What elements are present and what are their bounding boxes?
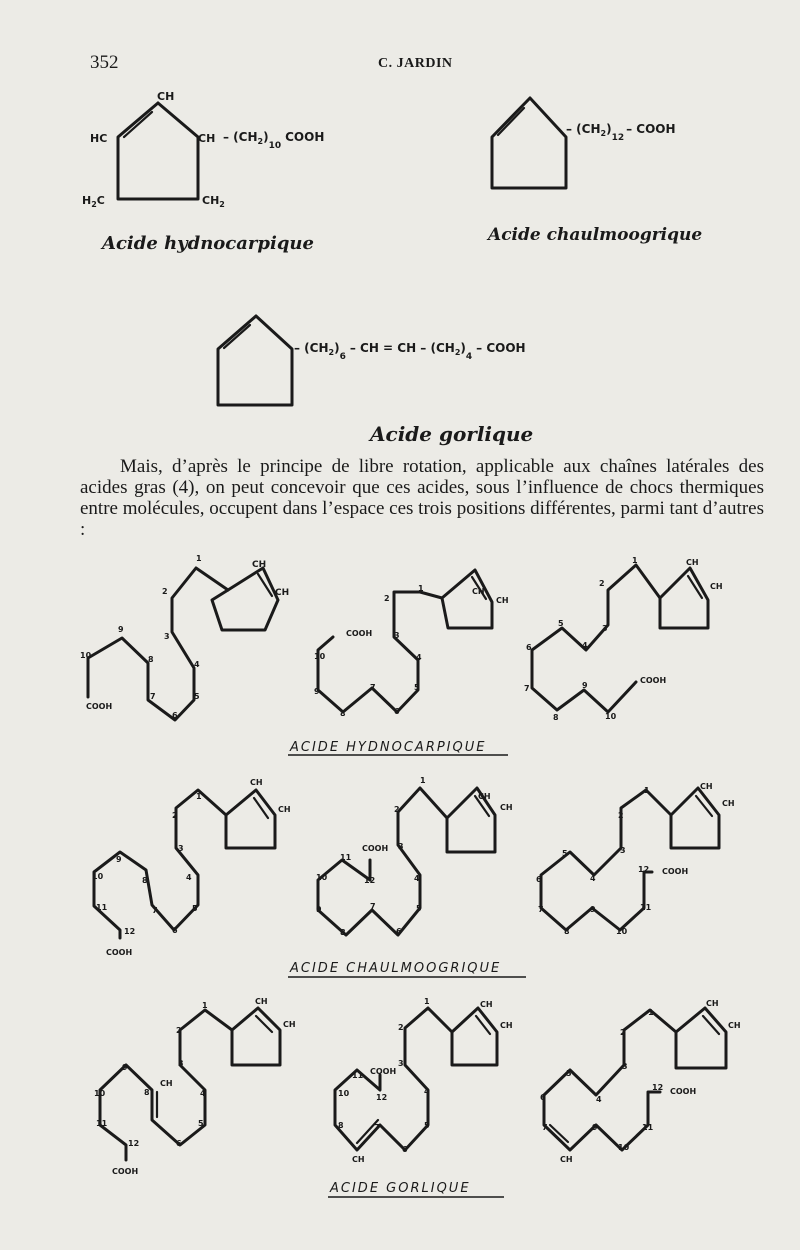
locant: 9 (314, 687, 320, 696)
locant: 6 (540, 1093, 546, 1102)
locant: 12 (128, 1139, 140, 1148)
locant: 9 (582, 681, 588, 690)
label-ch: CH (255, 997, 268, 1006)
label-ch: CH (706, 999, 719, 1008)
chain (544, 1010, 676, 1150)
structure-1b (314, 570, 509, 718)
caption-row-hydnocarpique: ACIDE HYDNOCARPIQUE (290, 740, 487, 755)
locant: 11 (352, 1071, 364, 1080)
locant: 7 (542, 1123, 548, 1132)
label-ch: CH (472, 587, 485, 596)
chain (88, 568, 228, 720)
atom-ch2: $CH_2$ (202, 194, 225, 209)
locant: 1 (196, 554, 202, 563)
locant: 6 (172, 926, 178, 935)
locant: 6 (396, 927, 402, 936)
label-ch: CH (710, 582, 723, 591)
formula-chaulmoogrique (486, 98, 702, 245)
locant: 11 (340, 853, 352, 862)
locant: 5 (562, 849, 568, 858)
locant: 6 (176, 1139, 182, 1148)
locant: 1 (418, 584, 424, 593)
locant: 11 (96, 1119, 108, 1128)
locant: 3 (178, 1059, 184, 1068)
locant: 5 (566, 1069, 572, 1078)
locant: 10 (338, 1089, 350, 1098)
caption-hydnocarpique: Acide hydnocarpique (102, 233, 314, 254)
locant: 6 (526, 643, 532, 652)
atom-h2c: $H_2C$ (82, 194, 105, 209)
double-bond (224, 325, 250, 348)
label-cooh: COOH (112, 1167, 139, 1176)
locant: 3 (178, 844, 184, 853)
page-number: 352 (90, 52, 119, 73)
label-ch: CH (352, 1155, 365, 1164)
structure-3b (335, 997, 513, 1164)
locant: 6 (394, 707, 400, 716)
label-ch: CH (722, 799, 735, 808)
locant: 2 (394, 805, 400, 814)
locant: 10 (92, 872, 104, 881)
locant: 10 (94, 1089, 106, 1098)
label-ch: CH (500, 1021, 513, 1030)
locant: 3 (620, 846, 626, 855)
locant: 10 (618, 1143, 630, 1152)
locant: 7 (538, 905, 544, 914)
label-cooh: COOH (370, 1067, 397, 1076)
locant: 8 (144, 1088, 150, 1097)
locant: 5 (194, 692, 200, 701)
label-cooh: COOH (346, 629, 373, 638)
double-bond (498, 108, 524, 135)
ring-bonds (218, 316, 292, 405)
locant: 3 (622, 1062, 628, 1071)
ring (676, 1008, 726, 1068)
locant: 4 (582, 641, 588, 650)
double-bond (696, 796, 712, 816)
structure-3c (540, 999, 741, 1164)
locant: 5 (424, 1121, 430, 1130)
locant: 2 (384, 594, 390, 603)
label-cooh: COOH (670, 1087, 697, 1096)
locant: 9 (592, 1123, 598, 1132)
label-cooh: COOH (362, 844, 389, 853)
label-ch: CH (728, 1021, 741, 1030)
label-ch: CH (700, 782, 713, 791)
locant: 12 (638, 865, 650, 874)
locant: 3 (398, 842, 404, 851)
locant: 11 (640, 903, 652, 912)
locant: 4 (414, 874, 420, 883)
label-ch: CH (278, 805, 291, 814)
label-ch: CH (478, 792, 491, 801)
atom-ch: CH (198, 132, 216, 145)
formula-gorlique (218, 316, 533, 446)
locant: 5 (192, 904, 198, 913)
locant: 8 (148, 655, 154, 664)
locant: 3 (164, 632, 170, 641)
structure-1a (80, 554, 289, 720)
locant: 1 (420, 776, 426, 785)
locant: 5 (198, 1119, 204, 1128)
label-ch: CH (250, 778, 263, 787)
chain-hydnocarpique: – $(CH_2)_{10}COOH$ (223, 130, 325, 151)
locant: 4 (416, 653, 422, 662)
locant: 7 (374, 1123, 380, 1132)
ring-bonds (118, 103, 198, 199)
locant: 12 (124, 927, 136, 936)
locant: 8 (340, 928, 346, 937)
double-bond (703, 1016, 719, 1034)
ring (212, 568, 278, 630)
locant: 9 (590, 905, 596, 914)
label-cooh: COOH (106, 948, 133, 957)
locant: 6 (402, 1145, 408, 1154)
locant: 12 (652, 1083, 664, 1092)
locant: 9 (116, 855, 122, 864)
row-gorlique (94, 997, 741, 1197)
double-bond (124, 112, 152, 137)
label-cooh: COOH (662, 867, 689, 876)
chain (532, 565, 660, 712)
chain-gorlique: – $(CH_2)_6-$ CH = CH – $(CH_2)_4-$ COOH (294, 341, 526, 362)
structure-3a (94, 997, 296, 1176)
locant: 6 (172, 711, 178, 720)
label-ch: CH (500, 803, 513, 812)
locant: 12 (364, 876, 376, 885)
locant: 11 (642, 1123, 654, 1132)
locant: 5 (416, 904, 422, 913)
ring (671, 788, 719, 848)
locant: 4 (194, 660, 200, 669)
locant: 1 (648, 1008, 654, 1017)
locant: 8 (340, 709, 346, 718)
structure-2b (316, 776, 513, 937)
caption-row-chaulmoogrique: ACIDE CHAULMOOGRIQUE (290, 961, 502, 976)
chain (94, 790, 226, 938)
locant: 10 (616, 927, 628, 936)
locant: 10 (316, 873, 328, 882)
locant: 6 (536, 875, 542, 884)
label-cooh: COOH (640, 676, 667, 685)
locant: 3 (394, 631, 400, 640)
locant: 1 (632, 556, 638, 565)
label-ch: CH (560, 1155, 573, 1164)
locant: 9 (118, 625, 124, 634)
body-paragraph (80, 456, 764, 540)
locant: 1 (424, 997, 430, 1006)
locant: 7 (370, 902, 376, 911)
locant: 1 (644, 786, 650, 795)
locant: 8 (553, 713, 559, 722)
locant: 5 (558, 619, 564, 628)
locant: 7 (152, 906, 158, 915)
locant: 4 (590, 874, 596, 883)
label-ch: CH (160, 1079, 173, 1088)
row-chaulmoogrique (92, 776, 735, 977)
atom-hc: HC (90, 132, 108, 145)
chain (318, 788, 447, 935)
locant: 8 (564, 927, 570, 936)
locant: 2 (162, 587, 168, 596)
caption-row-gorlique: ACIDE GORLIQUE (330, 1181, 471, 1196)
locant: 3 (398, 1059, 404, 1068)
locant: 5 (414, 683, 420, 692)
label-ch: CH (686, 558, 699, 567)
running-head: C. JARDIN (378, 56, 453, 71)
locant: 2 (599, 579, 605, 588)
locant: 2 (172, 811, 178, 820)
locant: 7 (150, 692, 156, 701)
locant: 10 (80, 651, 92, 660)
locant: 11 (96, 903, 108, 912)
locant: 4 (186, 873, 192, 882)
locant: 7 (370, 683, 376, 692)
structure-1c (524, 556, 723, 722)
structure-2c (536, 782, 735, 936)
locant: 12 (376, 1093, 388, 1102)
locant: 10 (314, 652, 326, 661)
locant: 8 (338, 1121, 344, 1130)
chain (541, 790, 671, 930)
locant: 2 (398, 1023, 404, 1032)
locant: 3 (602, 624, 608, 633)
structure-2a (92, 778, 291, 957)
atom-ch-top: CH (157, 90, 175, 103)
ring (442, 570, 492, 628)
locant: 2 (620, 1028, 626, 1037)
formula-hydnocarpique (82, 90, 324, 254)
paragraph-text: Mais, d’après le principe de libre rotation, applicable aux chaînes latérales des acides gras (4), on peut concevoir que ces acides, sous l’influence de chocs thermiques entre molécules, occupent dans l’espace ces trois positions différentes, parmi tant d’autres : (80, 456, 764, 540)
locant: 1 (202, 1001, 208, 1010)
label-ch: CH (275, 588, 290, 598)
label-ch: CH (496, 596, 509, 605)
chain-chaulmoogrique: – $(CH_2)_{12}-$ COOH (566, 122, 676, 143)
row-hydnocarpique (80, 554, 723, 755)
locant: 8 (142, 876, 148, 885)
locant: 2 (176, 1026, 182, 1035)
locant: 1 (196, 792, 202, 801)
label-cooh: COOH (86, 702, 113, 711)
ring-bonds (492, 98, 566, 188)
label-ch: CH (252, 560, 267, 570)
caption-gorlique: Acide gorlique (370, 422, 534, 446)
locant: 4 (596, 1095, 602, 1104)
chain (318, 592, 442, 712)
locant: 7 (524, 684, 530, 693)
ring (452, 1008, 497, 1065)
locant: 4 (200, 1089, 206, 1098)
locant: 9 (122, 1063, 128, 1072)
label-ch: CH (480, 1000, 493, 1009)
locant: 4 (424, 1087, 430, 1096)
locant: 10 (605, 712, 617, 721)
label-ch: CH (283, 1020, 296, 1029)
locant: 9 (316, 905, 322, 914)
caption-chaulmoogrique: Acide chaulmoogrique (488, 225, 703, 245)
locant: 2 (618, 811, 624, 820)
